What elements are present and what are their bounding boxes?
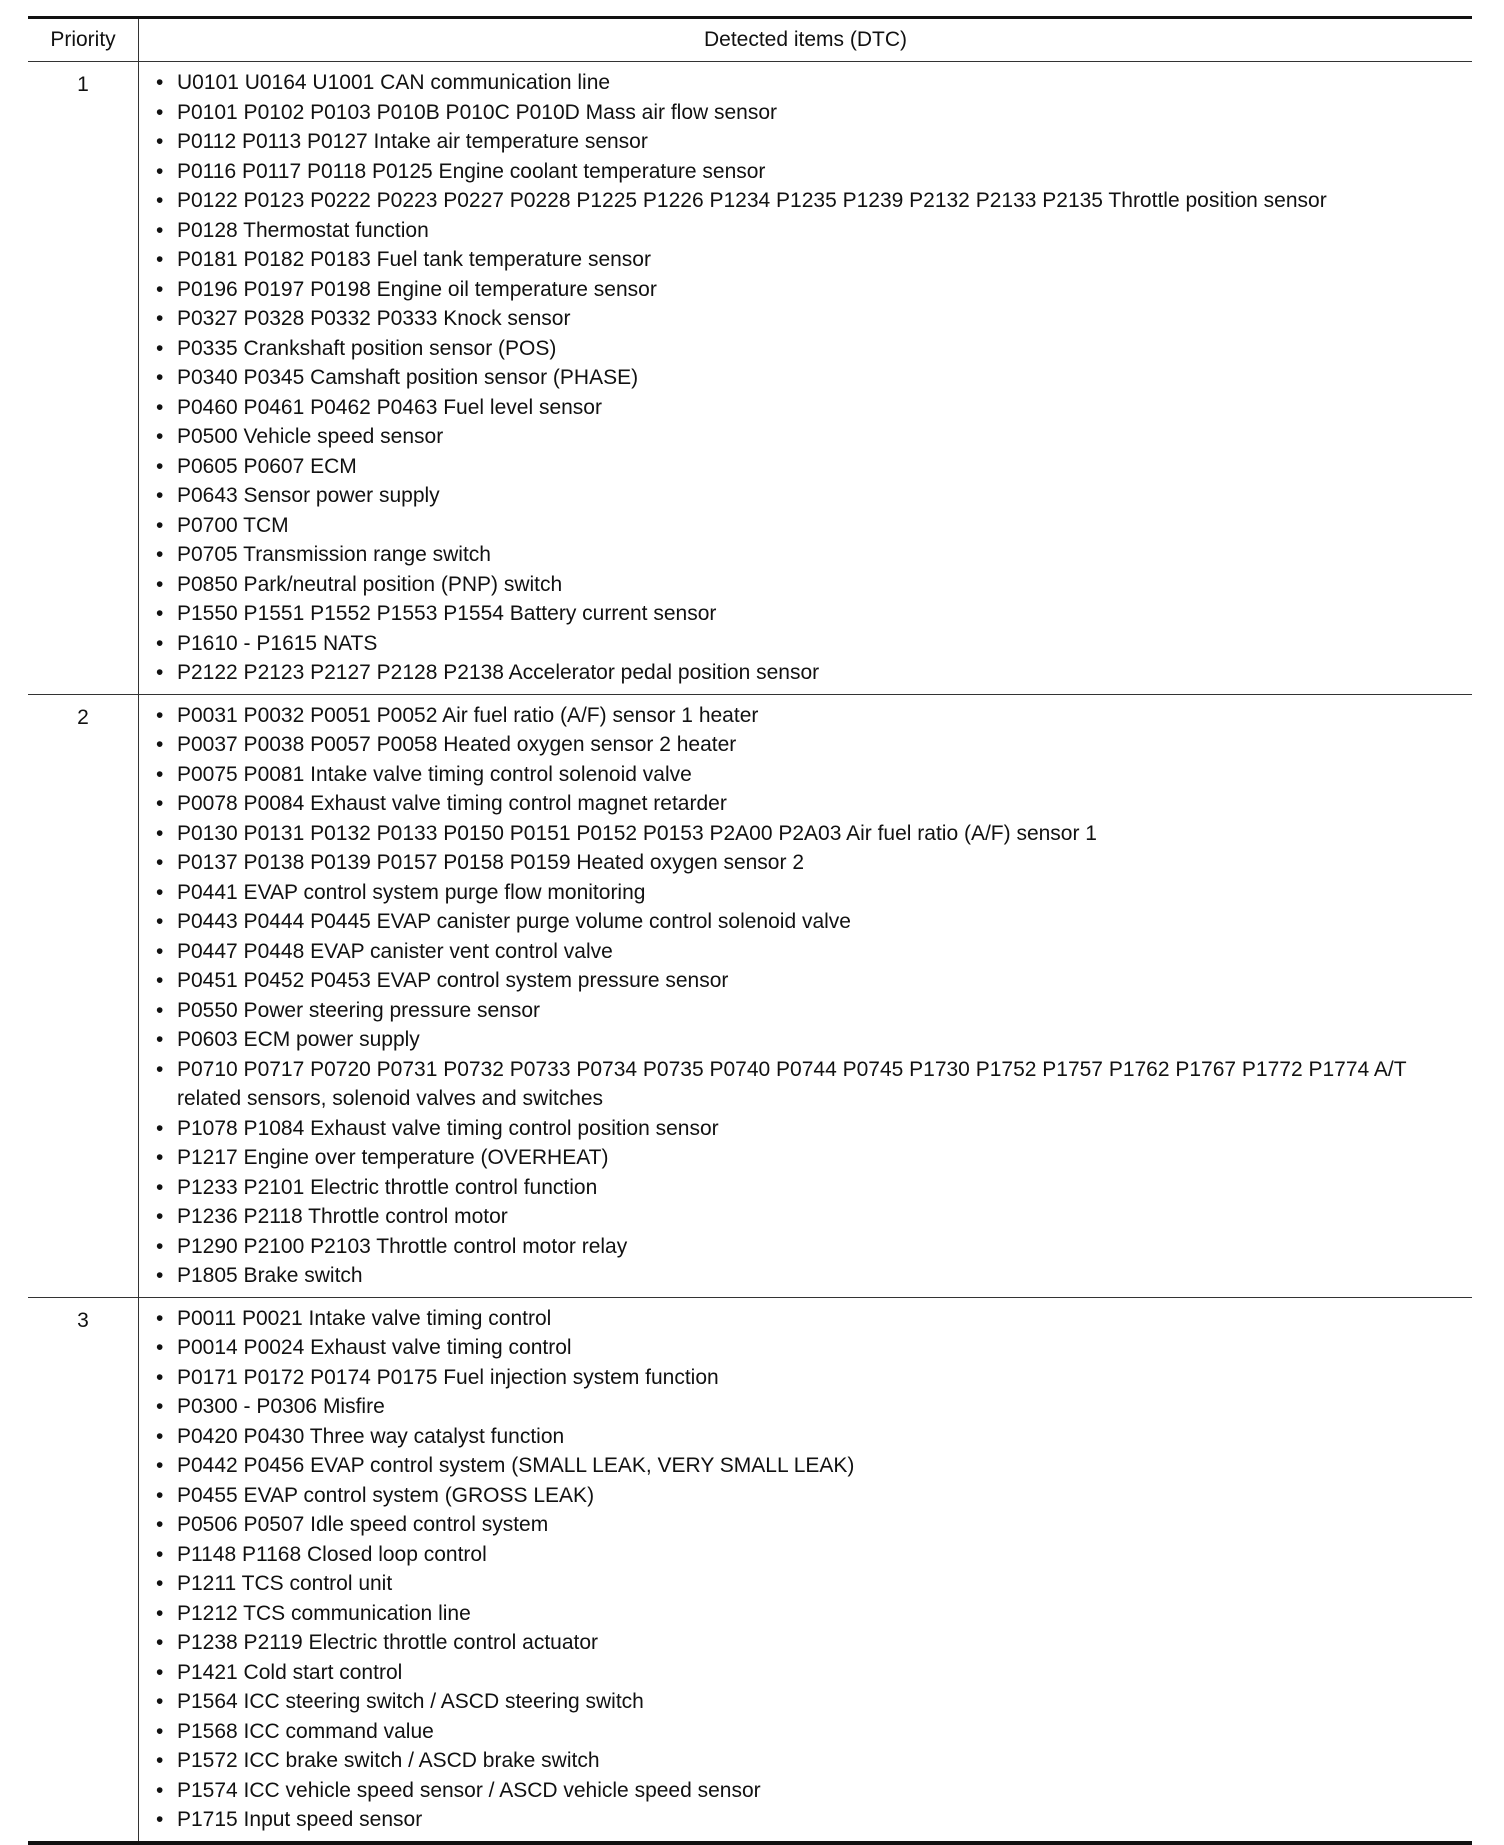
detected-items-cell [139, 62, 1472, 694]
priority-group-3 [28, 1298, 1472, 1841]
dtc-list-item: • P0078 P0084 Exhaust valve timing control magnet retarder [153, 789, 1472, 819]
priority-cell: 1 [28, 62, 139, 694]
dtc-list-item: • P0031 P0032 P0051 P0052 Air fuel ratio (A/F) sensor 1 heater [153, 701, 1472, 731]
dtc-priority-table [28, 16, 1472, 1845]
dtc-list-item: • P0122 P0123 P0222 P0223 P0227 P0228 P1225 P1226 P1234 P1235 P1239 P2132 P2133 P2135 Throttle position sensor [153, 186, 1472, 216]
dtc-list-item: • P1572 ICC brake switch / ASCD brake switch [153, 1746, 1472, 1776]
dtc-list-item: • P0447 P0448 EVAP canister vent control valve [153, 937, 1472, 967]
dtc-list-item: • P0500 Vehicle speed sensor [153, 422, 1472, 452]
detected-items-column-header: Detected items (DTC) [703, 28, 908, 51]
priority-group-1 [28, 62, 1472, 695]
dtc-list-item: • P0112 P0113 P0127 Intake air temperature sensor [153, 127, 1472, 157]
dtc-list [153, 68, 1472, 688]
dtc-list-item: • P1421 Cold start control [153, 1658, 1472, 1688]
dtc-list-item: • P0075 P0081 Intake valve timing control solenoid valve [153, 760, 1472, 790]
dtc-list-item: • P1217 Engine over temperature (OVERHEAT) [153, 1143, 1472, 1173]
dtc-list-item: • P1211 TCS control unit [153, 1569, 1472, 1599]
dtc-list-item: • P0196 P0197 P0198 Engine oil temperature sensor [153, 275, 1472, 305]
table-header-row [28, 19, 1472, 62]
priority-cell: 2 [28, 695, 139, 1297]
dtc-list [153, 1304, 1472, 1835]
dtc-list-item: • P0705 Transmission range switch [153, 540, 1472, 570]
dtc-list-item: • P1550 P1551 P1552 P1553 P1554 Battery current sensor [153, 599, 1472, 629]
dtc-list-item: • P0460 P0461 P0462 P0463 Fuel level sensor [153, 393, 1472, 423]
priority-group-2 [28, 695, 1472, 1298]
dtc-list-item: • P0420 P0430 Three way catalyst function [153, 1422, 1472, 1452]
detected-items-cell [139, 695, 1472, 1297]
dtc-list-item: • P0014 P0024 Exhaust valve timing control [153, 1333, 1472, 1363]
dtc-list-item: • P1290 P2100 P2103 Throttle control motor relay [153, 1232, 1472, 1262]
dtc-list-item: • P1078 P1084 Exhaust valve timing control position sensor [153, 1114, 1472, 1144]
dtc-list-item: • P0327 P0328 P0332 P0333 Knock sensor [153, 304, 1472, 334]
dtc-list-item: • P0441 EVAP control system purge flow monitoring [153, 878, 1472, 908]
dtc-list-item: • P0455 EVAP control system (GROSS LEAK) [153, 1481, 1472, 1511]
dtc-list-item: • P0181 P0182 P0183 Fuel tank temperature sensor [153, 245, 1472, 275]
dtc-list-item: • P0011 P0021 Intake valve timing control [153, 1304, 1472, 1334]
priority-cell: 3 [28, 1298, 139, 1841]
dtc-list-item: • P1236 P2118 Throttle control motor [153, 1202, 1472, 1232]
dtc-list-item: • P0037 P0038 P0057 P0058 Heated oxygen sensor 2 heater [153, 730, 1472, 760]
dtc-list-item: • P1233 P2101 Electric throttle control function [153, 1173, 1472, 1203]
dtc-list-item: • P0605 P0607 ECM [153, 452, 1472, 482]
dtc-list-item: • U0101 U0164 U1001 CAN communication line [153, 68, 1472, 98]
dtc-list-item: • P1238 P2119 Electric throttle control actuator [153, 1628, 1472, 1658]
dtc-list-item: • P0550 Power steering pressure sensor [153, 996, 1472, 1026]
detected-items-cell [139, 1298, 1472, 1841]
dtc-list-item: • P0443 P0444 P0445 EVAP canister purge volume control solenoid valve [153, 907, 1472, 937]
dtc-list-item: • P0340 P0345 Camshaft position sensor (PHASE) [153, 363, 1472, 393]
dtc-list-item: • P1805 Brake switch [153, 1261, 1472, 1291]
dtc-list-item: • P0442 P0456 EVAP control system (SMALL LEAK, VERY SMALL LEAK) [153, 1451, 1472, 1481]
dtc-list-item: • P0850 Park/neutral position (PNP) switch [153, 570, 1472, 600]
dtc-list [153, 701, 1472, 1291]
dtc-list-item: • P0700 TCM [153, 511, 1472, 541]
dtc-list-item: • P1610 - P1615 NATS [153, 629, 1472, 659]
dtc-list-item: • P1715 Input speed sensor [153, 1805, 1472, 1835]
dtc-list-item: • P0101 P0102 P0103 P010B P010C P010D Mass air flow sensor [153, 98, 1472, 128]
dtc-list-item: • P0116 P0117 P0118 P0125 Engine coolant temperature sensor [153, 157, 1472, 187]
dtc-list-item: • P0171 P0172 P0174 P0175 Fuel injection system function [153, 1363, 1472, 1393]
dtc-list-item: • P0506 P0507 Idle speed control system [153, 1510, 1472, 1540]
dtc-list-item: • P0137 P0138 P0139 P0157 P0158 P0159 Heated oxygen sensor 2 [153, 848, 1472, 878]
dtc-list-item: • P0300 - P0306 Misfire [153, 1392, 1472, 1422]
dtc-list-item: • P1574 ICC vehicle speed sensor / ASCD vehicle speed sensor [153, 1776, 1472, 1806]
dtc-list-item: • P0710 P0717 P0720 P0731 P0732 P0733 P0734 P0735 P0740 P0744 P0745 P1730 P1752 P1757 P1762 P1767 P1772 P1774 A/T related sensors, solenoid valves and switches [153, 1055, 1472, 1114]
dtc-list-item: • P1564 ICC steering switch / ASCD steering switch [153, 1687, 1472, 1717]
dtc-list-item: • P0451 P0452 P0453 EVAP control system pressure sensor [153, 966, 1472, 996]
dtc-list-item: • P0335 Crankshaft position sensor (POS) [153, 334, 1472, 364]
dtc-list-item: • P1148 P1168 Closed loop control [153, 1540, 1472, 1570]
dtc-list-item: • P0130 P0131 P0132 P0133 P0150 P0151 P0152 P0153 P2A00 P2A03 Air fuel ratio (A/F) sensor 1 [153, 819, 1472, 849]
dtc-list-item: • P0603 ECM power supply [153, 1025, 1472, 1055]
priority-column-header: Priority [28, 19, 139, 61]
dtc-list-item: • P1568 ICC command value [153, 1717, 1472, 1747]
dtc-list-item: • P1212 TCS communication line [153, 1599, 1472, 1629]
dtc-list-item: • P0643 Sensor power supply [153, 481, 1472, 511]
dtc-list-item: • P2122 P2123 P2127 P2128 P2138 Accelerator pedal position sensor [153, 658, 1472, 688]
dtc-list-item: • P0128 Thermostat function [153, 216, 1472, 246]
